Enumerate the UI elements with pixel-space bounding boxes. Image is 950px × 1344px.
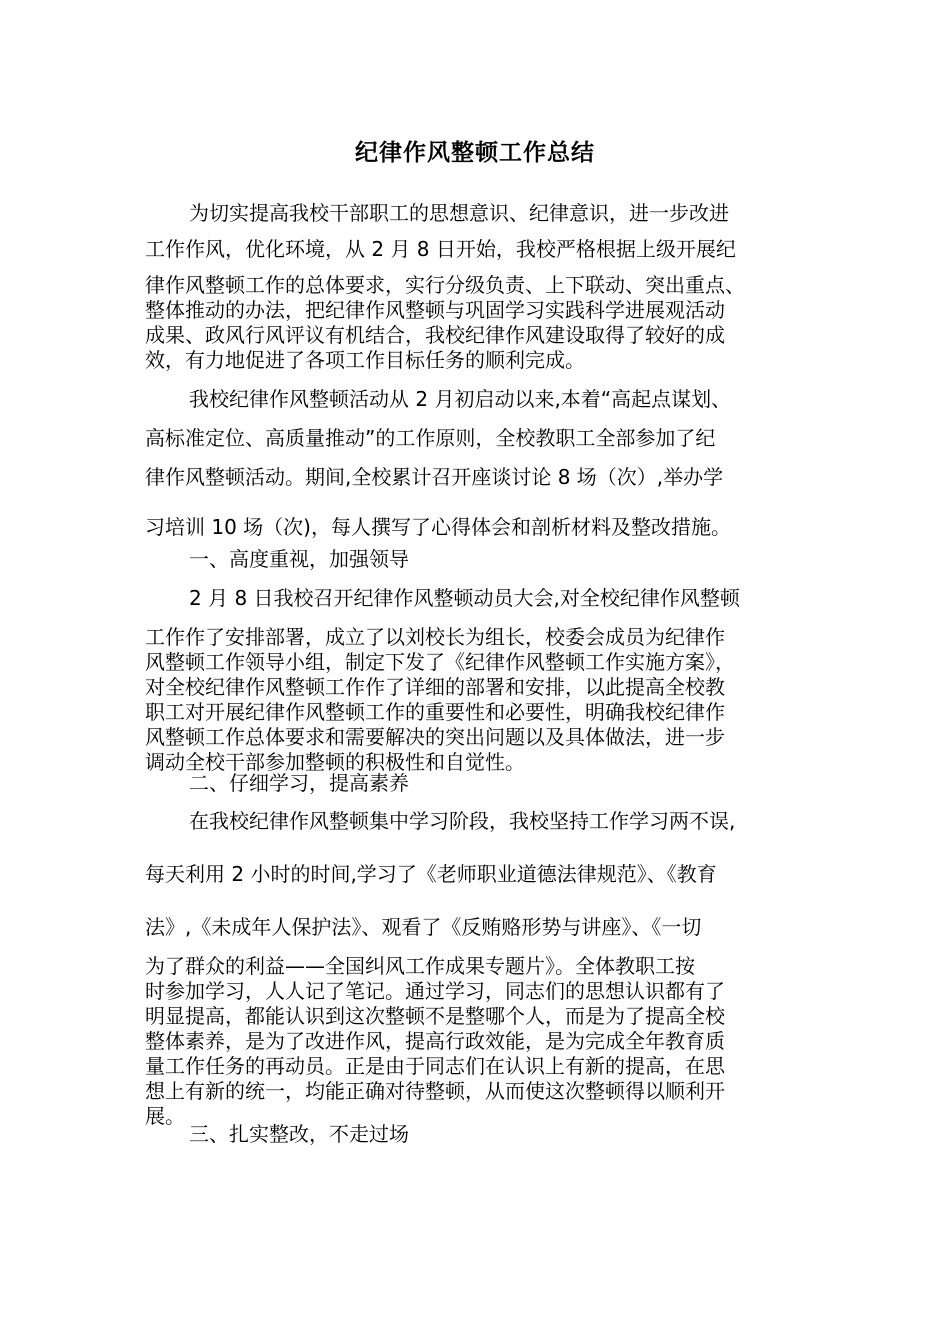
paragraph-line: 每天利用 2 小时的时间,学习了《老师职业道德法律规范》、《教育 (145, 862, 717, 886)
paragraph-line: 调动全校干部参加整顿的积极性和自觉性。 (145, 750, 525, 774)
paragraph-line: 对全校纪律作风整顿工作作了详细的部署和安排，以此提高全校教 (145, 675, 725, 699)
paragraph-line: 成果、政风行风评议有机结合，我校纪律作风建设取得了较好的成 (145, 323, 725, 347)
paragraph-line: 展。 (145, 1104, 185, 1128)
paragraph-line: 量工作任务的再动员。正是由于同志们在认识上有新的提高，在思 (145, 1054, 725, 1078)
paragraph-study (145, 807, 815, 1130)
paragraph-line: 我校纪律作风整顿活动从 2 月初启动以来,本着“高起点谋划、 (189, 387, 732, 411)
section-heading (145, 1120, 815, 1148)
paragraph-line: 效，有力地促进了各项工作目标任务的顺利完成。 (145, 348, 585, 372)
paragraph-line: 想上有新的统一，均能正确对待整顿，从而使这次整顿得以顺利开 (145, 1079, 725, 1103)
paragraph-leadership (145, 584, 815, 776)
section-heading-text: 一、高度重视，加强领导 (189, 547, 409, 571)
document-title: 纪律作风整顿工作总结 (355, 140, 595, 166)
section-heading-text: 三、扎实整改，不走过场 (189, 1122, 409, 1146)
paragraph-line: 整体推动的办法，把纪律作风整顿与巩固学习实践科学进展观活动 (145, 298, 725, 322)
paragraph-line: 习培训 10 场（次)，每人撰写了心得体会和剖析材料及整改措施。 (145, 515, 731, 539)
paragraph-activity (145, 385, 815, 541)
paragraph-line: 工作作了安排部署，成立了以刘校长为组长，校委会成员为纪律作 (145, 625, 725, 649)
section-heading-text: 二、仔细学习，提高素养 (189, 771, 409, 795)
section-heading (145, 769, 815, 797)
paragraph-line: 为切实提高我校干部职工的思想意识、纪律意识，进一步改进 (189, 201, 729, 225)
paragraph-line: 工作作风，优化环境，从 2 月 8 日开始，我校严格根据上级开展纪 (145, 237, 736, 261)
paragraph-line: 法》,《未成年人保护法》、观看了《反贿赂形势与讲座》、《一切 (145, 915, 702, 939)
paragraph-line: 为了群众的利益——全国纠风工作成果专题片》。全体教职工按 (145, 954, 695, 978)
paragraph-line: 时参加学习，人人记了笔记。通过学习，同志们的思想认识都有了 (145, 979, 725, 1003)
paragraph-line: 风整顿工作领导小组，制定下发了《纪律作风整顿工作实施方案》， (145, 650, 735, 674)
paragraph-line: 律作风整顿工作的总体要求，实行分级负责、上下联动、突出重点、 (145, 273, 745, 297)
paragraph-line: 整体素养，是为了改进作风，提高行政效能，是为完成全年教育质 (145, 1029, 725, 1053)
paragraph-line: 风整顿工作总体要求和需要解决的突出问题以及具体做法，进一步 (145, 725, 725, 749)
paragraph-line: 高标准定位、高质量推动”的工作原则，全校教职工全部参加了纪 (145, 426, 716, 450)
section-heading (145, 545, 815, 573)
paragraph-line: 2 月 8 日我校召开纪律作风整顿动员大会,对全校纪律作风整顿 (189, 586, 740, 610)
paragraph-line: 职工对开展纪律作风整顿工作的重要性和必要性，明确我校纪律作 (145, 700, 725, 724)
paragraph-intro (145, 199, 815, 374)
paragraph-line: 明显提高，都能认识到这次整顿不是整哪个人，而是为了提高全校 (145, 1004, 725, 1028)
paragraph-line: 律作风整顿活动。期间,全校累计召开座谈讨论 8 场（次）,举办学 (145, 465, 724, 489)
paragraph-line: 在我校纪律作风整顿集中学习阶段，我校坚持工作学习两不误, (189, 809, 736, 833)
